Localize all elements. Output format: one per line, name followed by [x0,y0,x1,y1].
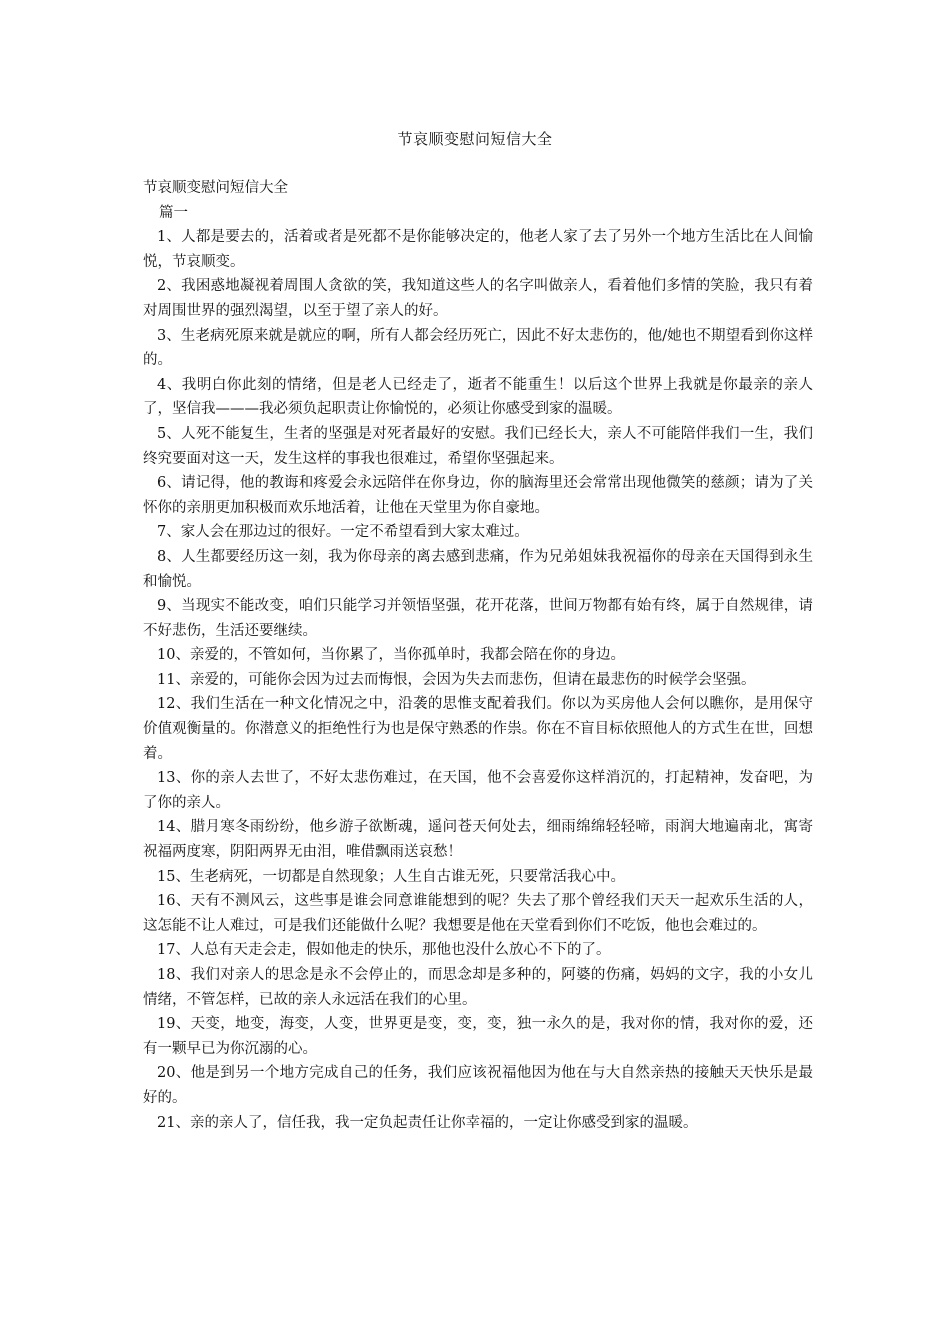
message-item: 11、亲爱的，可能你会因为过去而悔恨，会因为失去而悲伤，但请在最悲伤的时候学会坚强。 [157,671,756,688]
message-item: 20、他是到另一个地方完成自己的任务，我们应该祝福他因为他在与大自然亲热的接触天天快乐是最好的。 [143,1065,813,1106]
message-item: 15、生老病死，一切都是自然现象；人生自古谁无死，只要常活我心中。 [157,868,625,885]
message-item: 10、亲爱的，不管如何，当你累了，当你孤单时，我都会陪在你的身边。 [157,647,625,664]
message-item: 3、生老病死原来就是就应的啊，所有人都会经历死亡，因此不好太悲伤的，他/她也不期望看到你这样的。 [143,327,813,369]
message-item: 1、人都是要去的，活着或者是死都不是你能够决定的，他老人家了去了另外一个地方生活比在人间愉悦，节哀顺变。 [143,229,813,270]
document-subtitle: 节哀顺变慰问短信大全 [143,180,288,196]
message-item: 13、你的亲人去世了，不好太悲伤难过，在天国，他不会喜爱你这样消沉的，打起精神，发奋吧，为了你的亲人。 [143,770,813,811]
message-item: 19、天变，地变，海变，人变，世界更是变，变，变，独一永久的是，我对你的情，我对你的爱，还有一颗早已为你沉溺的心。 [143,1016,813,1057]
message-item: 21、亲的亲人了，信任我，我一定负起责任让你幸福的，一定让你感受到家的温暖。 [157,1114,698,1131]
message-item: 17、人总有天走会走，假如他走的快乐，那他也没什么放心不下的了。 [157,942,611,959]
message-item: 16、天有不测风云，这些事是谁会同意谁能想到的呢？失去了那个曾经我们天天一起欢乐生活的人，这怎能不让人难过，可是我们还能做什么呢？我想要是他在天堂看到你们不吃饭，他也会难过的。 [143,893,813,934]
message-item: 12、我们生活在一种文化情况之中，沿袭的思惟支配着我们。你以为买房他人会何以瞧你，是用保守价值观衡量的。你潜意义的拒绝性行为也是保守熟悉的作祟。你在不盲目标依照他人的方式生在世，回想着。 [143,696,813,762]
message-item: 5、人死不能复生，生者的坚强是对死者最好的安慰。我们已经长大，亲人不可能陪伴我们一生，我们终究要面对这一天，发生这样的事我也很难过，希望你坚强起来。 [143,425,813,467]
message-item: 7、家人会在那边过的很好。一定不希望看到大家太难过。 [157,524,529,541]
message-item: 6、请记得，他的教诲和疼爱会永远陪伴在你身边，你的脑海里还会常常出现他微笑的慈颜；请为了关怀你的亲朋更加积极而欢乐地活着，让他在天堂里为你自豪地。 [143,475,813,516]
message-list [143,225,813,1135]
message-item: 14、腊月寒冬雨纷纷，他乡游子欲断魂，遥问苍天何处去，细雨绵绵轻轻啼，雨润大地遍南北，寓寄祝福两度寒，阴阳两界无由泪，唯借飘雨送哀愁！ [143,819,813,861]
section-heading: 篇一 [159,204,188,221]
document-body [143,176,813,1135]
message-item: 9、当现实不能改变，咱们只能学习并领悟坚强，花开花落，世间万物都有始有终，属于自然规律，请不好悲伤，生活还要继续。 [143,598,813,639]
document-title: 节哀顺变慰问短信大全 [397,130,553,148]
message-item: 2、我困惑地凝视着周围人贪欲的笑，我知道这些人的名字叫做亲人，看着他们多情的笑脸，我只有着对周围世界的强烈渴望，以至于望了亲人的好。 [143,278,813,319]
message-item: 18、我们对亲人的思念是永不会停止的，而思念却是多种的，阿婆的伤痛，妈妈的文字，我的小女儿情绪，不管怎样，已故的亲人永远活在我们的心里。 [143,967,813,1008]
message-item: 8、人生都要经历这一刻，我为你母亲的离去感到悲痛，作为兄弟姐妹我祝福你的母亲在天国得到永生和愉悦。 [143,548,813,590]
message-item: 4、我明白你此刻的情绪，但是老人已经走了，逝者不能重生！以后这个世界上我就是你最亲的亲人了，坚信我———我必须负起职责让你愉悦的，必须让你感受到家的温暖。 [143,376,813,418]
